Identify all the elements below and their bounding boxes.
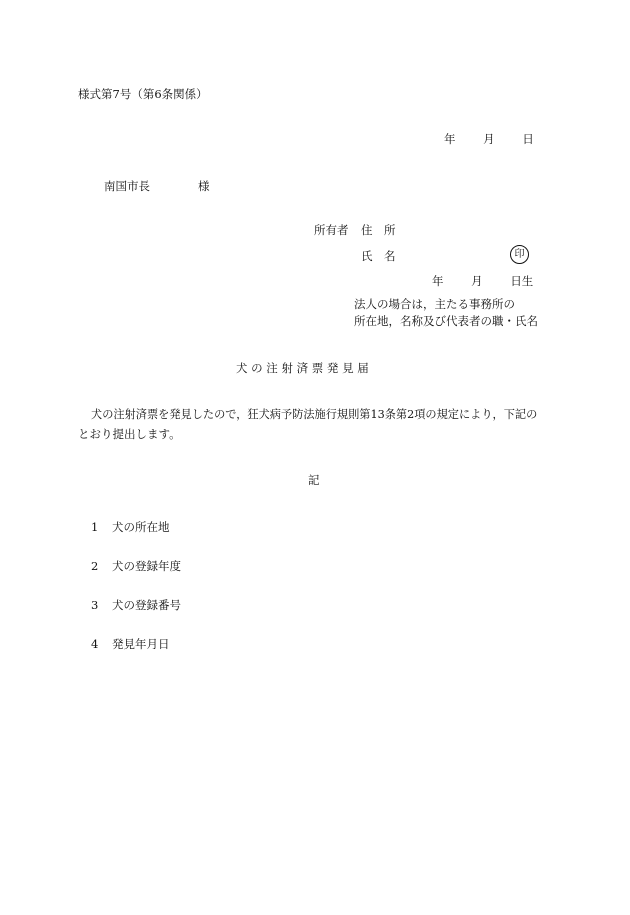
seal-mark-icon: 印	[510, 245, 529, 264]
corporate-note-line-1: 法人の場合は，主たる事務所の	[354, 297, 515, 311]
item-label: 発見年月日	[111, 637, 170, 651]
form-number: 様式第7号（第6条関係）	[78, 87, 208, 101]
name-label: 氏 名	[361, 249, 396, 263]
birth-year-label: 年	[432, 274, 444, 288]
address-label: 住 所	[361, 223, 396, 237]
ki-heading: 記	[308, 473, 320, 487]
item-number: 3	[91, 598, 99, 612]
owner-label: 所有者	[314, 223, 349, 237]
item-label: 犬の登録年度	[111, 559, 181, 573]
list-item	[91, 597, 181, 613]
item-number: 1	[91, 520, 99, 534]
corporate-note-line-2: 所在地，名称及び代表者の職・氏名	[354, 314, 538, 328]
body-text-line-2: とおり提出します。	[78, 427, 181, 441]
list-item	[91, 636, 169, 652]
list-item	[91, 519, 169, 535]
body-text-line-1: 犬の注射済票を発見したので，狂犬病予防法施行規則第13条第2項の規定により，下記の	[91, 408, 538, 421]
date-year-label: 年	[444, 132, 456, 146]
item-number: 4	[91, 637, 99, 651]
birth-day-label: 日生	[510, 274, 534, 288]
date-month-label: 月	[483, 132, 495, 146]
recipient-name: 南国市長	[104, 179, 150, 193]
recipient-honorific: 様	[198, 179, 210, 193]
date-day-label: 日	[522, 132, 534, 146]
document-title: 犬 の 注 射 済 票 発 見 届	[236, 361, 369, 375]
birth-date	[432, 273, 533, 289]
list-item	[91, 558, 181, 574]
item-label: 犬の登録番号	[111, 598, 181, 612]
submission-date	[444, 131, 534, 147]
birth-month-label: 月	[471, 274, 483, 288]
item-number: 2	[91, 559, 99, 573]
item-label: 犬の所在地	[111, 520, 170, 534]
